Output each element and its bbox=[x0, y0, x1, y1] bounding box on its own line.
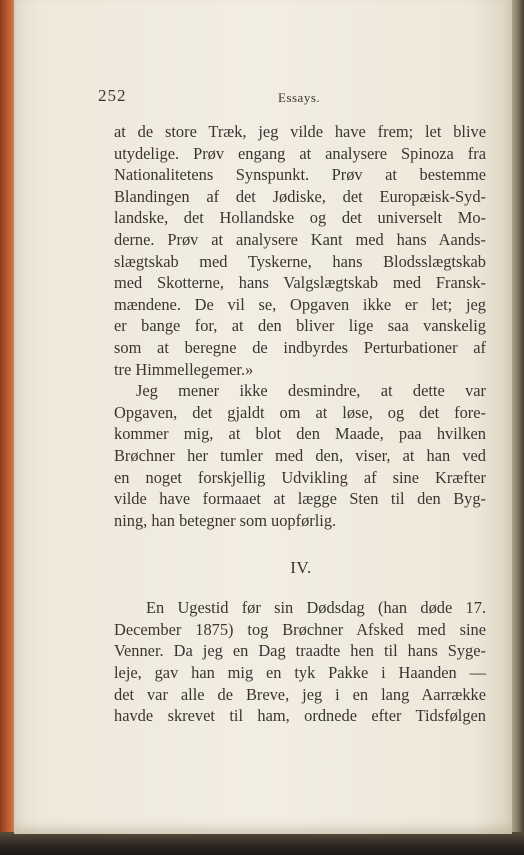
text-line: en noget forskjellig Udvikling af sine Kræfter bbox=[114, 467, 486, 487]
text-line: Venner. Da jeg en Dag traadte hen til hans Syge- bbox=[114, 641, 486, 661]
text-line: December 1875) tog Brøchner Afsked med sine bbox=[114, 619, 486, 639]
text-line: havde skrevet til ham, ordnede efter Tidsfølgen bbox=[114, 706, 486, 726]
text-line: mændene. De vil se, Opgaven ikke er let; jeg bbox=[114, 294, 486, 314]
book-cover-bottom bbox=[0, 832, 524, 855]
text-line: landske, det Hollandske og det universelt Mo- bbox=[114, 208, 486, 228]
text-line: Opgaven, det gjaldt om at løse, og det fore- bbox=[114, 402, 486, 422]
text-line: leje, gav han mig en tyk Pakke i Haanden — bbox=[114, 663, 486, 683]
paragraph bbox=[114, 380, 486, 531]
running-head bbox=[98, 86, 488, 108]
text-line: tre Himmellegemer.» bbox=[114, 359, 254, 379]
text-line: det var alle de Breve, jeg i en lang Aarrække bbox=[114, 684, 486, 704]
text-line: Brøchner her tumler med den, viser, at han ved bbox=[114, 445, 486, 465]
section-heading: IV. bbox=[290, 558, 312, 578]
text-line: Nationalitetens Synspunkt. Prøv at bestemme bbox=[114, 165, 486, 185]
text-line: ning, han betegner som uopførlig. bbox=[114, 510, 337, 530]
text-line: slægtskab med Tyskerne, hans Blodsslægtskab bbox=[114, 251, 486, 271]
paragraph bbox=[114, 121, 486, 380]
text-line: Jeg mener ikke desmindre, at dette var bbox=[136, 381, 486, 401]
running-head-title: Essays. bbox=[278, 90, 321, 105]
page-number: 252 bbox=[98, 86, 127, 105]
text-line: er bange for, at den bliver lige saa vanskelig bbox=[114, 316, 486, 336]
text-line: med Skotterne, hans Valgslægtskab med Fransk- bbox=[114, 273, 486, 293]
text-line: En Ugestid før sin Dødsdag (han døde 17. bbox=[146, 598, 486, 618]
body-text bbox=[114, 121, 486, 727]
text-line: som at beregne de indbyrdes Perturbationer af bbox=[114, 337, 486, 357]
text-line: derne. Prøv at analysere Kant med hans Aands- bbox=[114, 229, 486, 249]
text-line: kommer mig, at blot den Maade, paa hvilken bbox=[114, 424, 486, 444]
right-shadow bbox=[510, 0, 524, 855]
text-line: at de store Træk, jeg vilde have frem; let blive bbox=[114, 122, 486, 141]
text-line: vilde have formaaet at lægge Sten til den Byg- bbox=[114, 489, 486, 509]
paragraph bbox=[114, 597, 486, 727]
text-line: Blandingen af det Jødiske, det Europæisk-Syd- bbox=[114, 186, 486, 206]
text-line: utydelige. Prøv engang at analysere Spinoza fra bbox=[114, 143, 486, 163]
